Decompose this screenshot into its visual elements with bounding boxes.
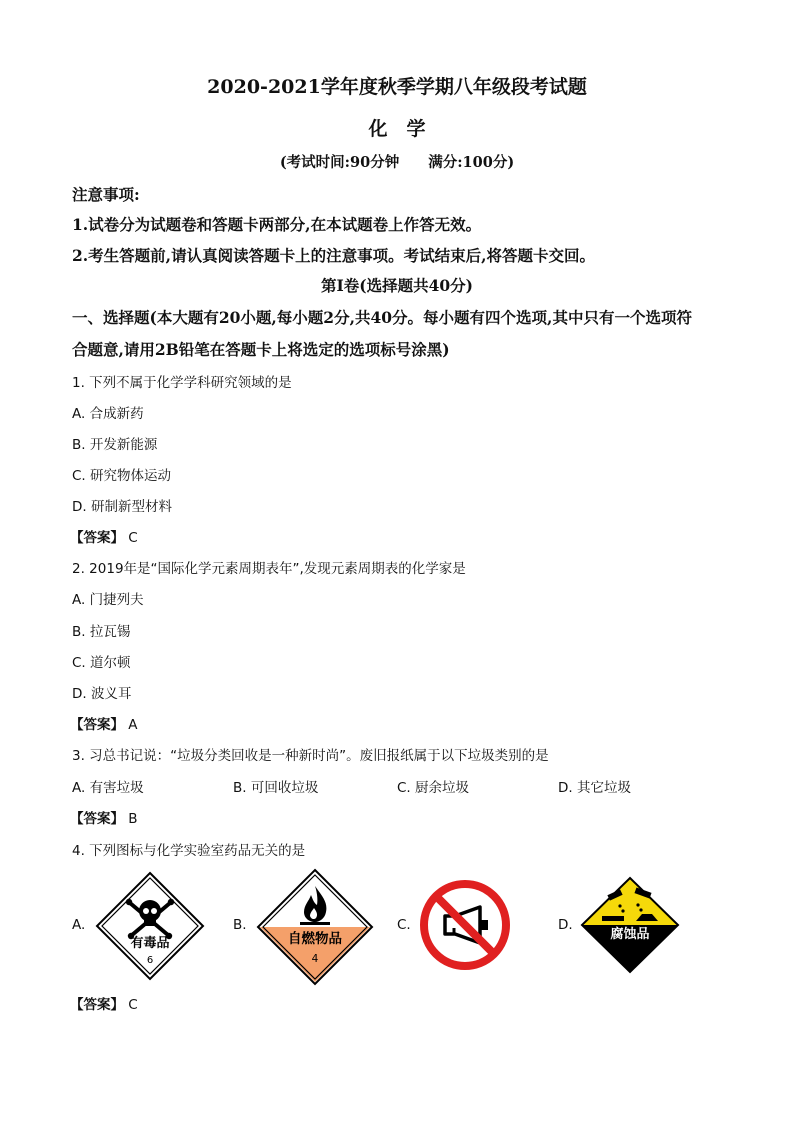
question-4-answer [70, 993, 138, 1013]
notes-heading: 注意事项: [72, 185, 140, 204]
answer-value: C [128, 530, 138, 546]
section-instruction-line1: 一、选择题(本大题有20小题,每小题2分,共40分。每小题有四个选项,其中只有一个选项符 [72, 308, 692, 327]
question-2-stem: 2. 2019年是“国际化学元素周期表年”,发现元素周期表的化学家是 [72, 561, 466, 577]
question-3-stem: 3. 习总书记说：“垃圾分类回收是一种新时尚”。废旧报纸属于以下垃圾类别的是 [72, 748, 549, 764]
exam-info: (考试时间:90分钟 满分:100分) [279, 154, 515, 171]
question-1-option-d: D. 研制新型材料 [72, 499, 172, 515]
question-1-option-a: A. 合成新药 [72, 406, 144, 422]
answer-bracket: 【答案】 [70, 530, 124, 546]
question-1-stem: 1. 下列不属于化学学科研究领域的是 [72, 375, 292, 391]
question-2-option-a: A. 门捷列夫 [72, 592, 144, 608]
question-2-answer [70, 713, 138, 733]
answer-bracket: 【答案】 [70, 717, 124, 733]
question-3-option-d: D. 其它垃圾 [558, 780, 631, 796]
question-1-option-b: B. 开发新能源 [72, 437, 158, 453]
question-1-answer [70, 526, 138, 546]
answer-bracket: 【答案】 [70, 997, 124, 1013]
toxic-sign-icon [95, 871, 205, 981]
question-4-option-c: C. [397, 917, 411, 933]
question-4-stem: 4. 下列图标与化学实验室药品无关的是 [72, 843, 306, 859]
toxic-sign-number: 6 [146, 955, 154, 966]
question-2-option-b: B. 拉瓦锡 [72, 624, 131, 640]
question-2-option-c: C. 道尔顿 [72, 655, 131, 671]
question-4-option-d: D. [558, 917, 573, 933]
corrosive-sign-text: 腐蚀品 [610, 927, 650, 942]
note-item-2: 2.考生答题前,请认真阅读答题卡上的注意事项。考试结束后,将答题卡交回。 [72, 246, 595, 265]
answer-value: C [128, 997, 138, 1013]
answer-value: B [128, 811, 138, 827]
note-item-1: 1.试卷分为试题卷和答题卡两部分,在本试题卷上作答无效。 [72, 215, 482, 234]
question-3-option-b: B. 可回收垃圾 [233, 780, 319, 796]
question-2-option-d: D. 波义耳 [72, 686, 132, 702]
toxic-sign-text: 有毒品 [130, 936, 170, 951]
question-4-option-a: A. [72, 917, 86, 933]
section-instruction-line2: 合题意,请用2B铅笔在答题卡上将选定的选项标号涂黑) [72, 340, 450, 359]
no-horn-sign-icon [420, 880, 510, 970]
question-3-option-c: C. 厨余垃圾 [397, 780, 470, 796]
answer-bracket: 【答案】 [70, 811, 124, 827]
question-4-option-b: B. [233, 917, 247, 933]
answer-value: A [128, 717, 138, 733]
question-3-answer [70, 807, 138, 827]
flammable-sign-icon [256, 868, 374, 986]
section-title: 第Ⅰ卷(选择题共40分) [321, 276, 473, 295]
subject-title: 化 学 [368, 118, 426, 140]
exam-title: 2020-2021学年度秋季学期八年级段考试题 [207, 76, 587, 98]
question-3-option-a: A. 有害垃圾 [72, 780, 144, 796]
question-1-option-c: C. 研究物体运动 [72, 468, 172, 484]
corrosive-sign-icon [580, 876, 680, 974]
flammable-sign-number: 4 [311, 953, 319, 965]
flammable-sign-text: 自燃物品 [288, 931, 342, 947]
